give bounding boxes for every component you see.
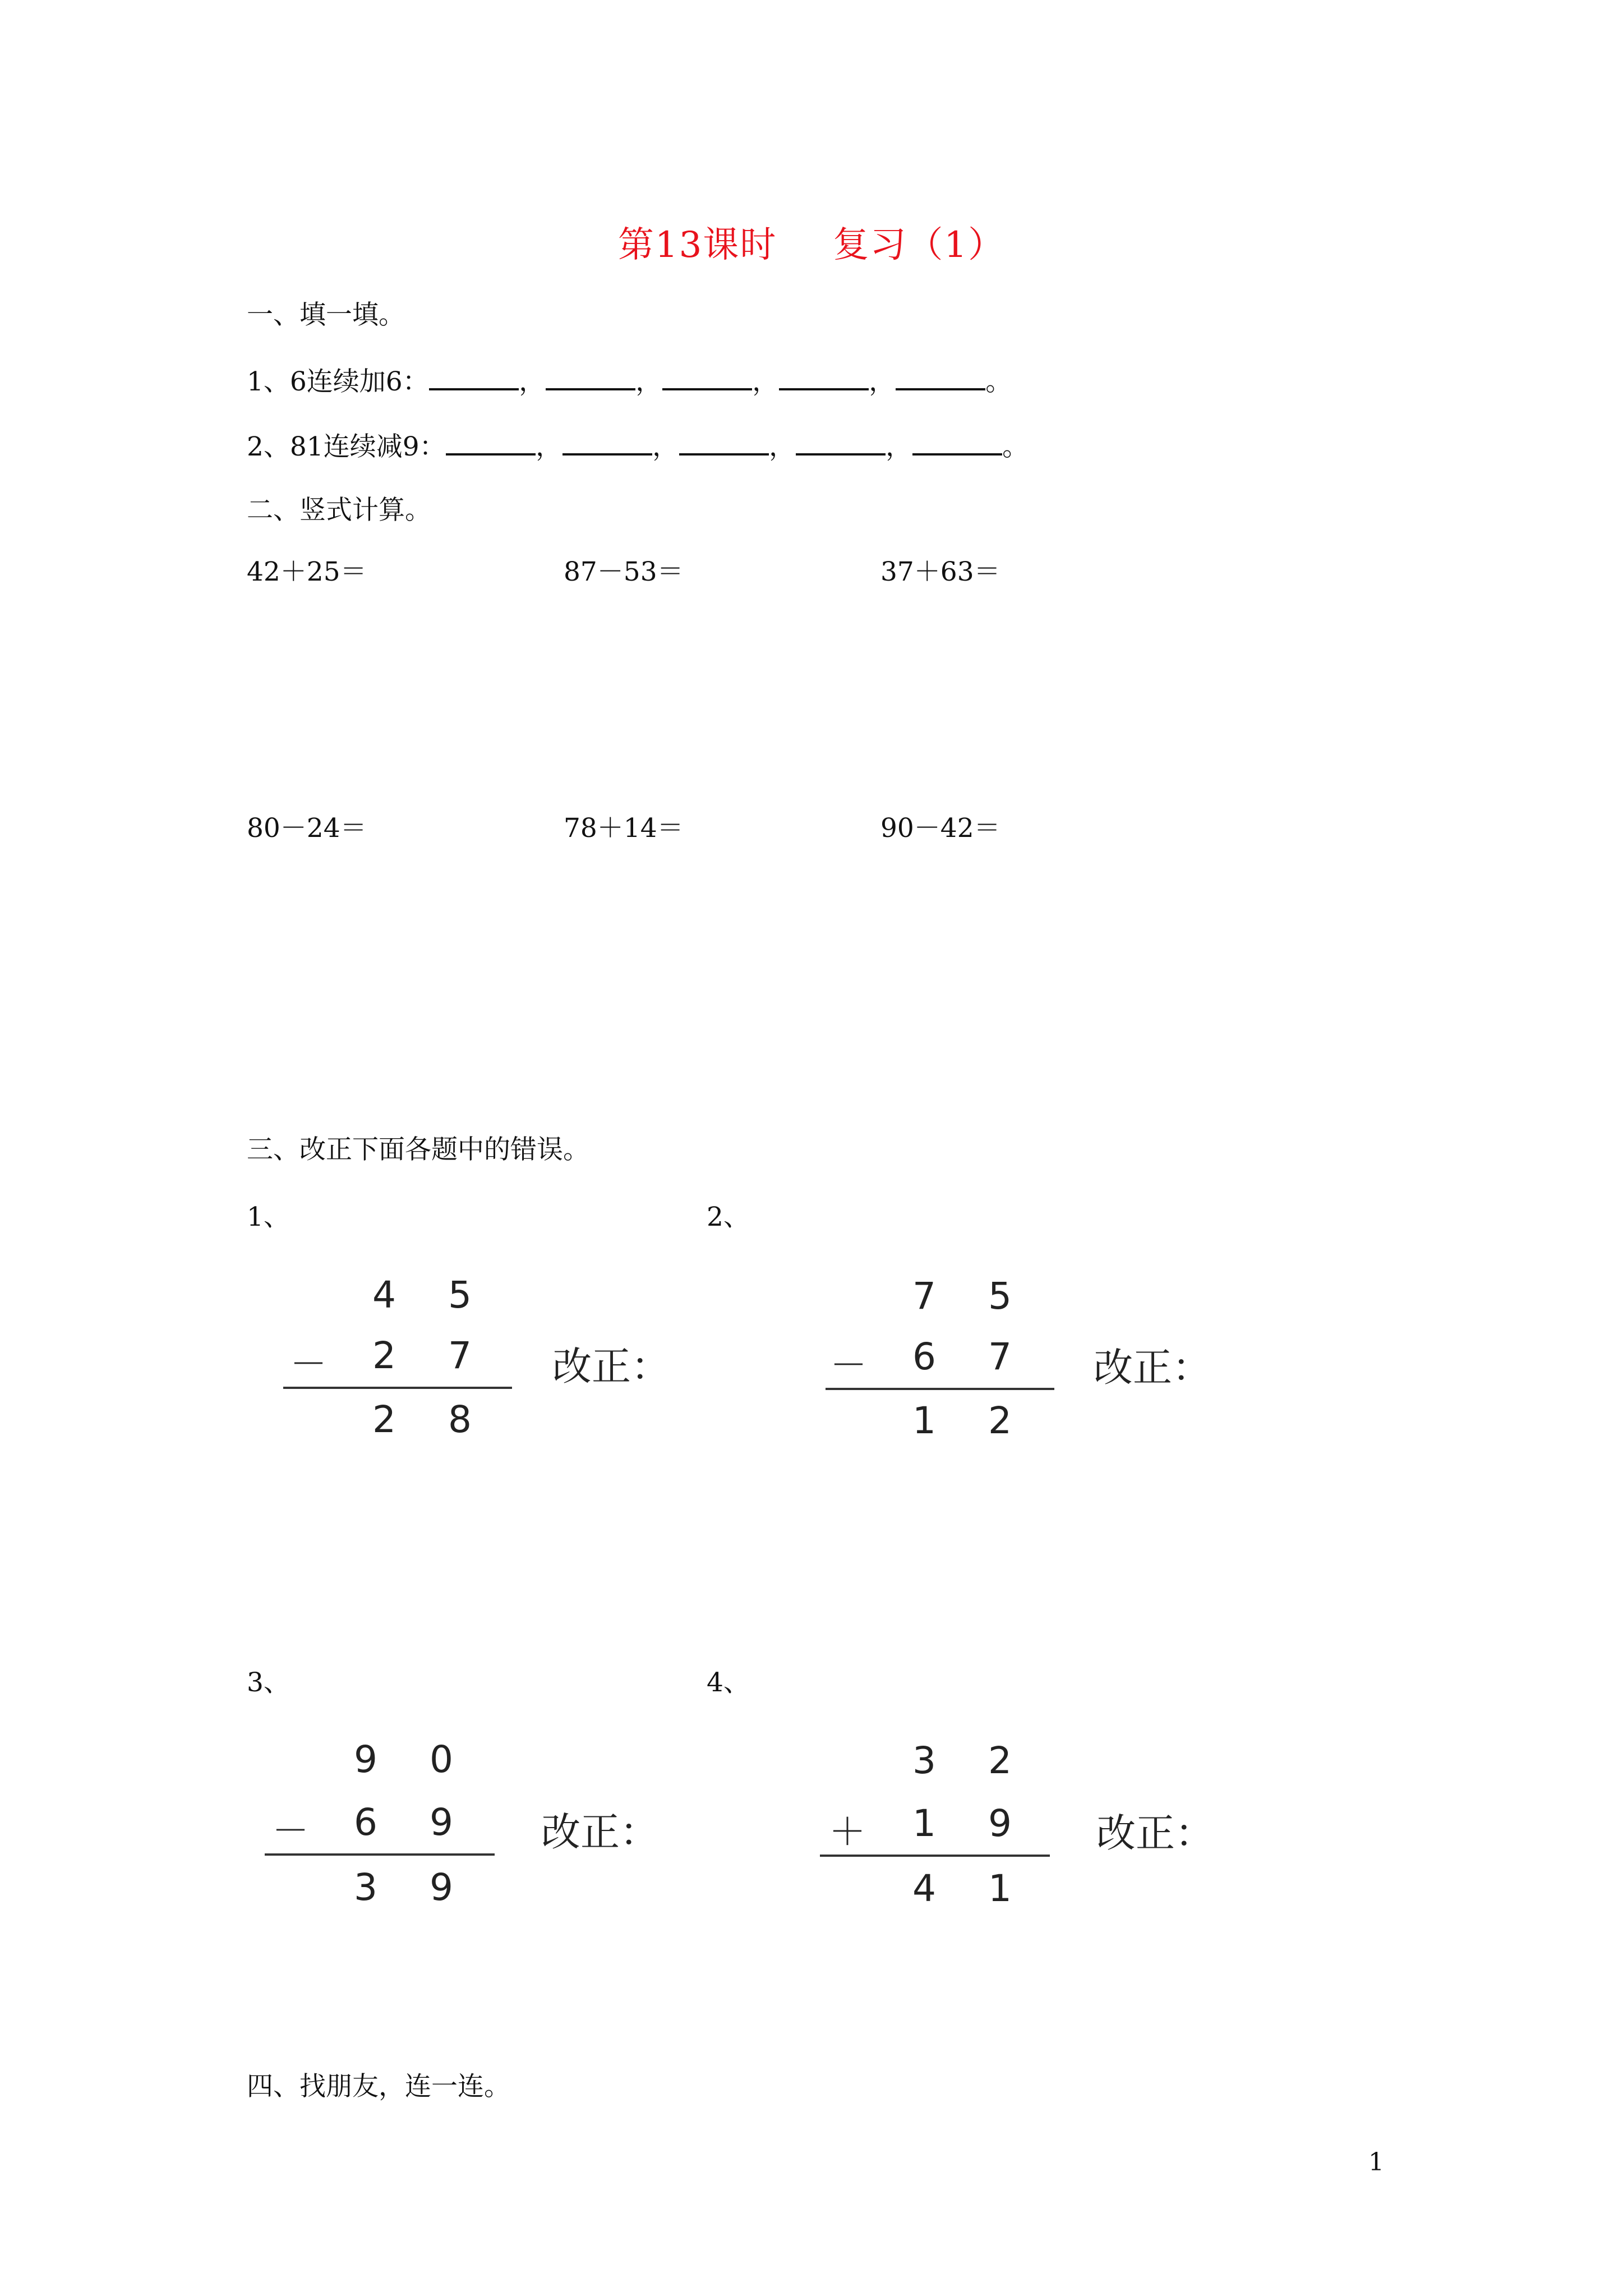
digit: 7 <box>448 1334 472 1377</box>
underline <box>826 1388 1054 1390</box>
calc-problem: 87－53＝ <box>564 556 684 587</box>
answer-blank[interactable] <box>779 364 869 390</box>
digit: 7 <box>912 1274 936 1318</box>
digit: 1 <box>988 1867 1012 1910</box>
digit: 1 <box>912 1399 936 1442</box>
vertical-calc-1 <box>280 1273 516 1453</box>
digit: 5 <box>448 1273 472 1317</box>
title-lesson: 第13课时 <box>617 224 777 266</box>
answer-blank[interactable] <box>796 429 886 455</box>
digit: 9 <box>430 1801 453 1844</box>
digit: 2 <box>372 1398 396 1441</box>
operator: － <box>272 1809 309 1852</box>
digit: 1 <box>912 1802 936 1845</box>
vertical-calc-3 <box>264 1738 499 1917</box>
answer-blank[interactable] <box>896 364 985 390</box>
calc-problem: 78＋14＝ <box>564 813 684 844</box>
digit: 2 <box>372 1334 396 1377</box>
digit: 2 <box>988 1399 1012 1442</box>
vertical-calc-2 <box>824 1274 1060 1454</box>
correction-label: 改正： <box>1096 1810 1214 1856</box>
underline <box>283 1387 512 1389</box>
q1-label: 1、6连续加6： <box>247 366 429 397</box>
digit: 3 <box>354 1866 377 1909</box>
answer-blank[interactable] <box>662 364 752 390</box>
calc-problem: 80－24＝ <box>247 813 367 844</box>
answer-blank[interactable] <box>429 364 519 390</box>
title-review: 复习（1） <box>833 224 1006 266</box>
operator: ＋ <box>829 1810 866 1853</box>
correction-label: 改正： <box>541 1809 659 1855</box>
correction-label: 改正： <box>552 1343 670 1389</box>
digit: 8 <box>448 1398 472 1441</box>
page-title <box>0 216 1623 268</box>
calc-problem: 42＋25＝ <box>247 556 367 587</box>
section4-heading: 四、找朋友，连一连。 <box>247 2071 510 2102</box>
digit: 9 <box>988 1802 1012 1845</box>
operator: － <box>830 1343 867 1387</box>
answer-blank[interactable] <box>679 429 769 455</box>
correction-label: 改正： <box>1094 1345 1211 1391</box>
digit: 6 <box>912 1335 936 1378</box>
digit: 9 <box>430 1866 453 1909</box>
item-label: 1、 <box>247 1202 290 1232</box>
digit: 9 <box>354 1738 377 1781</box>
underline <box>820 1855 1050 1857</box>
digit: 7 <box>988 1335 1012 1378</box>
digit: 4 <box>912 1867 936 1910</box>
digit: 5 <box>988 1274 1012 1318</box>
digit: 6 <box>354 1801 377 1844</box>
item-label: 4、 <box>707 1667 750 1698</box>
fill-question-1: 1、6连续加6： ， ， ， ， 。 <box>247 364 1012 399</box>
underline <box>265 1853 495 1856</box>
vertical-calc-4 <box>819 1739 1054 1918</box>
item-label: 2、 <box>707 1202 750 1232</box>
digit: 2 <box>988 1739 1012 1782</box>
calc-problem: 90－42＝ <box>880 813 1000 844</box>
page-number: 1 <box>1368 2148 1384 2177</box>
section1-heading: 一、填一填。 <box>247 300 405 330</box>
operator: － <box>290 1342 327 1386</box>
answer-blank[interactable] <box>446 429 536 455</box>
digit: 0 <box>430 1738 453 1781</box>
digit: 4 <box>372 1273 396 1317</box>
answer-blank[interactable] <box>562 429 652 455</box>
item-label: 3、 <box>247 1667 290 1698</box>
answer-blank[interactable] <box>912 429 1002 455</box>
answer-blank[interactable] <box>546 364 635 390</box>
q2-label: 2、81连续减9： <box>247 431 446 462</box>
fill-question-2: 2、81连续减9： ， ， ， ， 。 <box>247 429 1029 464</box>
section2-heading: 二、竖式计算。 <box>247 495 431 526</box>
section3-heading: 三、改正下面各题中的错误。 <box>247 1134 589 1165</box>
calc-problem: 37＋63＝ <box>880 556 1000 587</box>
digit: 3 <box>912 1739 936 1782</box>
